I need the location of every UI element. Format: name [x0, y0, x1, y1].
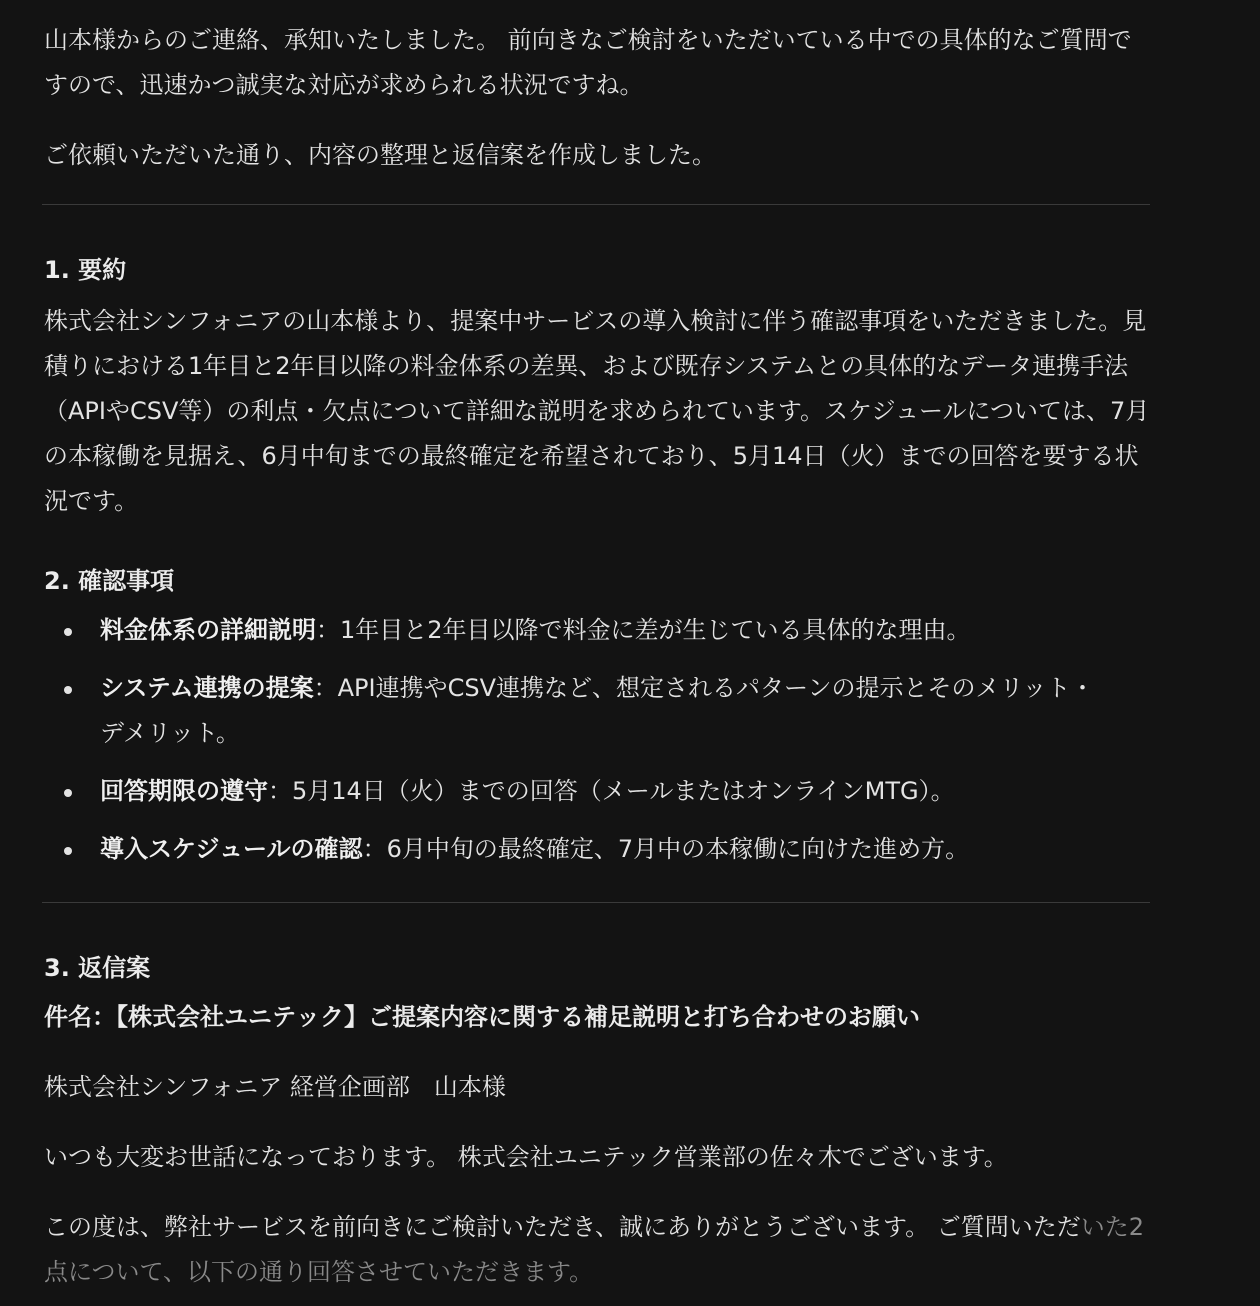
list-item-text: API連携やCSV連携など、想定されるパターンの提示とそのメリット・デメリット。 [100, 674, 1095, 747]
list-item-separator: ： [268, 777, 292, 805]
list-item-separator: ： [362, 835, 387, 863]
reply-body-text: この度は、弊社サービスを前向きにご検討いただき、誠にありがとうございます。 ご質問いただ [44, 1213, 1081, 1241]
list-item-text: 5月14日（火）までの回答（メールまたはオンラインMTG）。 [292, 777, 955, 805]
confirm-list [44, 608, 1152, 872]
bullet-icon [64, 789, 72, 797]
divider [42, 204, 1150, 205]
list-item [44, 608, 1100, 653]
intro-paragraph: 山本様からのご連絡、承知いたしました。 前向きなご検討をいただいている中での具体的なご質問ですので、迅速かつ誠実な対応が求められる状況ですね。 [44, 26, 1132, 99]
reply-addressee: 株式会社シンフォニア 経営企画部 山本様 [44, 1073, 506, 1101]
bullet-icon [64, 686, 72, 694]
bullet-icon [64, 628, 72, 636]
list-item-separator: ： [316, 616, 340, 644]
section-heading-confirm: 2. 確認事項 [44, 567, 175, 595]
reply-subject: 件名：【株式会社ユニテック】ご提案内容に関する補足説明と打ち合わせのお願い [44, 1003, 920, 1031]
reply-body [44, 1205, 1152, 1295]
section-heading-summary: 1. 要約 [44, 256, 127, 284]
list-item [44, 827, 1100, 872]
bullet-icon [64, 847, 72, 855]
summary-paragraph: 株式会社シンフォニアの山本様より、提案中サービスの導入検討に伴う確認事項をいただきました。見積りにおける1年目と2年目以降の料金体系の差異、および既存システムとの具体的なデータ連携手法（APIやCSV等）の利点・欠点について詳細な説明を求められています。スケジュールについては、7月の本稼働を見据え、6月中旬までの最終確定を希望されており、5月14日（火）までの回答を要する状況です。 [44, 307, 1150, 515]
list-item-text: 6月中旬の最終確定、7月中の本稼働に向けた進め方。 [386, 835, 970, 863]
assistant-response [44, 18, 1152, 1295]
reply-body-text-faded: いた2点について、以下の通り回答させていただきます。 [44, 1213, 1145, 1286]
list-item-text: 1年目と2年目以降で料金に差が生じている具体的な理由。 [340, 616, 971, 644]
divider [42, 902, 1150, 903]
list-item-separator: ： [313, 674, 338, 702]
intro-paragraph-2: ご依頼いただいた通り、内容の整理と返信案を作成しました。 [44, 141, 716, 169]
section-heading-reply: 3. 返信案 [44, 954, 151, 982]
list-item-title: 回答期限の遵守 [100, 777, 268, 805]
reply-greeting: いつも大変お世話になっております。 株式会社ユニテック営業部の佐々木でございます。 [44, 1143, 1008, 1171]
list-item [44, 769, 1100, 814]
list-item-title: 導入スケジュールの確認 [100, 835, 363, 863]
list-item [44, 666, 1100, 756]
list-item-title: 料金体系の詳細説明 [100, 616, 316, 644]
list-item-title: システム連携の提案 [100, 674, 314, 702]
